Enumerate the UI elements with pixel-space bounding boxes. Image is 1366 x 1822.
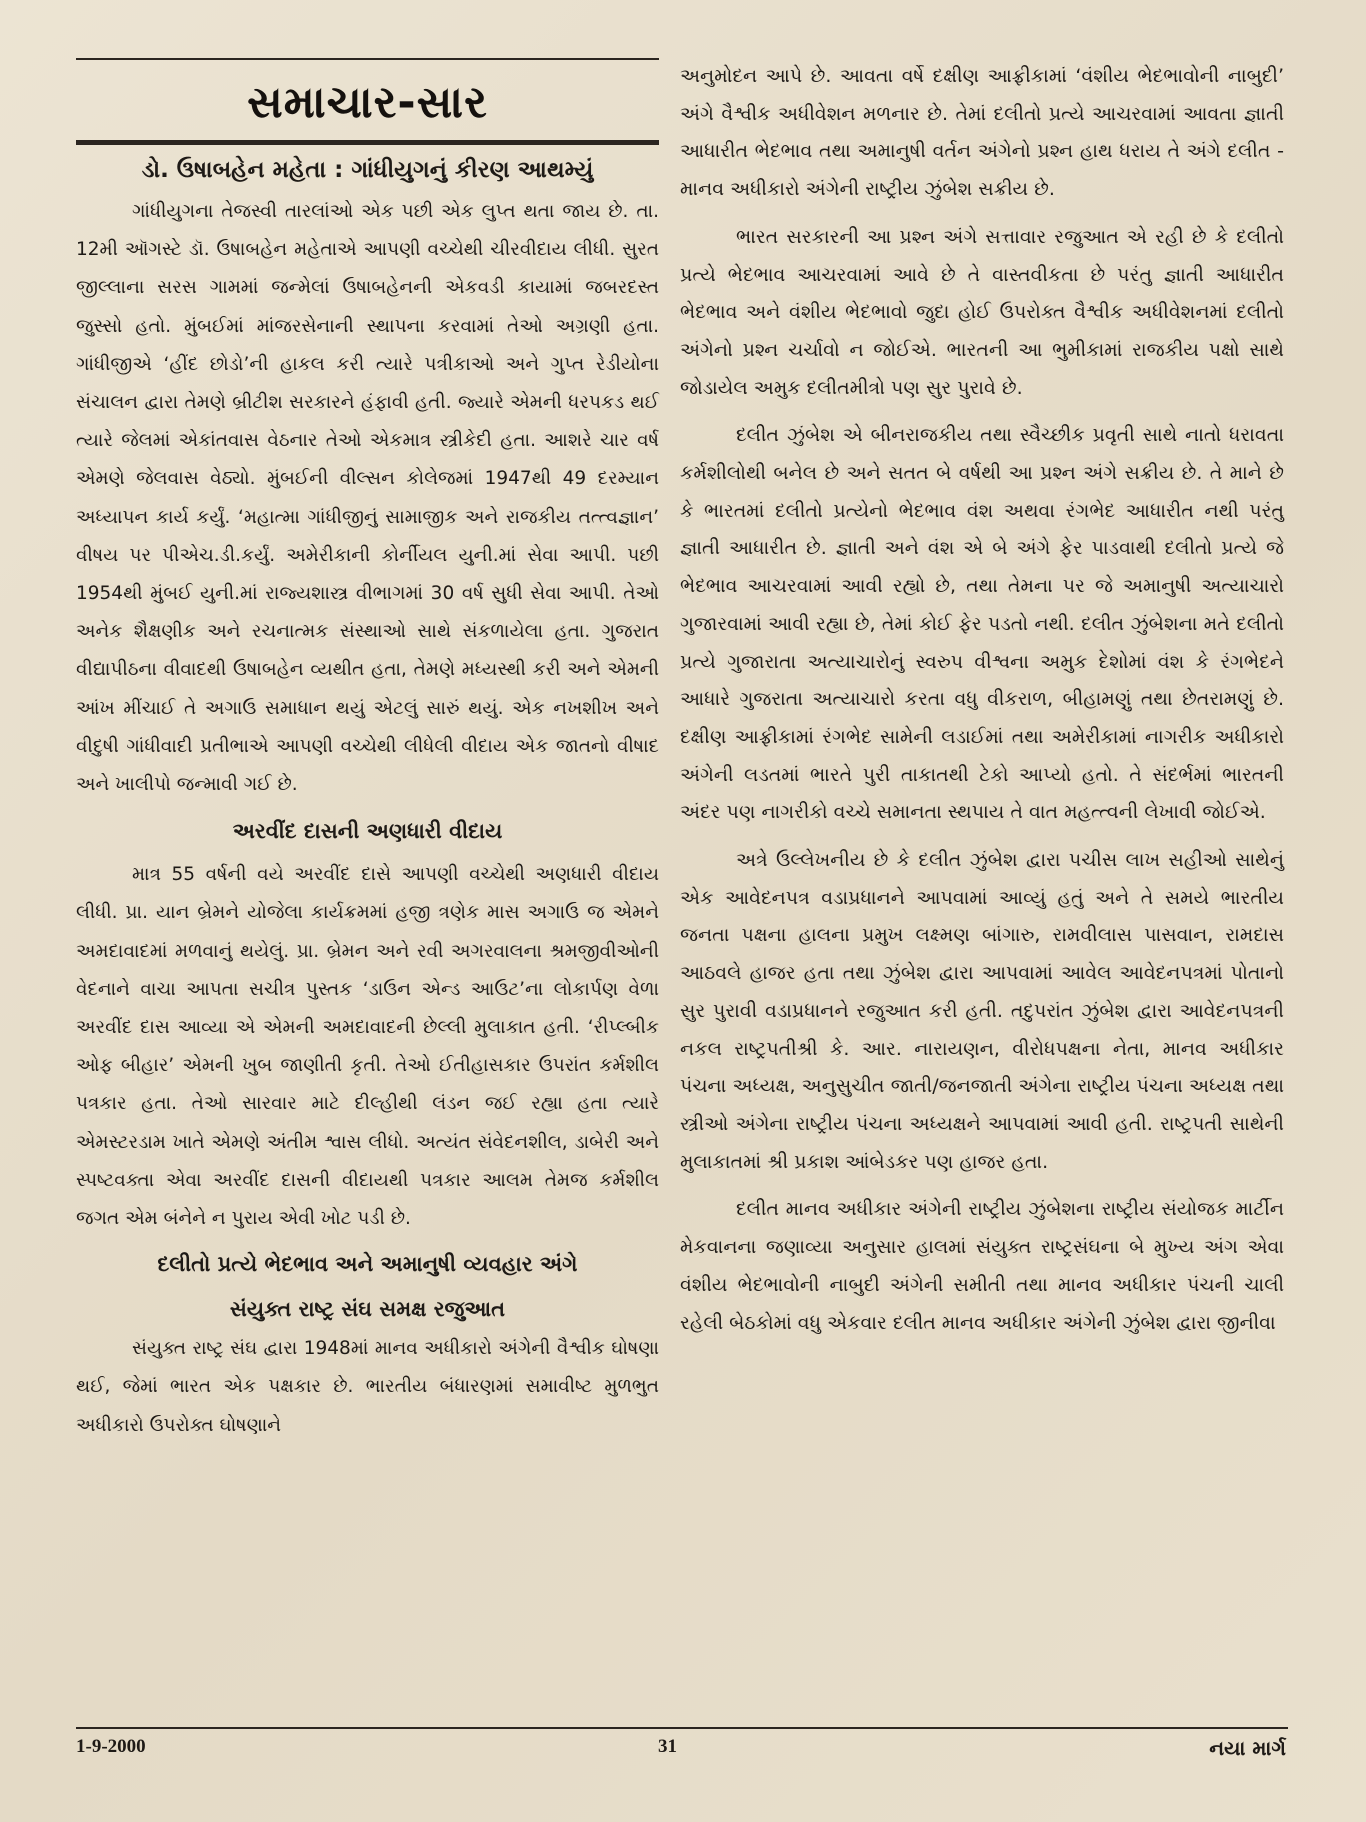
article-body-dalit-start: સંયુક્ત રાષ્ટ્ર સંઘ દ્વારા 1948માં માનવ અધીકારો અંગેની વૈશ્વીક ઘોષણા થઈ, જેમાં ભારત એક પક્ષકાર છે. ભારતીય બંધારણમાં સમાવીષ્ટ મુળભુત અધીકારો ઉપરોક્ત ઘોષણાને bbox=[76, 1338, 659, 1436]
issue-date: 1-9-2000 bbox=[76, 1736, 146, 1757]
article-body-dalit-continued: અનુમોદન આપે છે. આવતા વર્ષે દક્ષીણ આફ્રીકામાં ‘વંશીય ભેદભાવોની નાબુદી’ અંગે વૈશ્વીક અધીવેશન મળનાર છે. તેમાં દલીતો પ્રત્યે આચરવામાં આવતા જ્ઞાતી આધારીત ભેદભાવ તથા અમાનુષી વર્તન અંગેનો પ્રશ્ન હાથ ધરાય તે અંગે દલીત - માનવ અધીકારો અંગેની રાષ્ટ્રીય ઝુંબેશ સક્રીય છે. bbox=[680, 65, 1284, 201]
footer-rule bbox=[76, 1727, 1288, 1729]
article-body-arvind-das: માત્ર 55 વર્ષની વયે અરવીંદ દાસે આપણી વચ્ચેથી અણધારી વીદાય લીધી. પ્રા. યાન બ્રેમને યોજેલા કાર્યક્રમમાં હજી ત્રણેક માસ અગાઉ જ એમને અમદાવાદમાં મળવાનું થયેલું. પ્રા. બ્રેમન અને રવી અગરવાલના શ્રમજીવીઓની વેદનાને વાચા આપતા સચીત્ર પુસ્તક ‘ડાઉન એન્ડ આઉટ’ના લોકાર્પણ વેળા અરવીંદ દાસ આવ્યા એ એમની અમદાવાદની છેલ્લી મુલાકાત હતી. ‘રીપ્લ્બીક ઓફ બીહાર’ એમની ખુબ જાણીતી કૃતી. તેઓ ઈતીહાસકાર ઉપરાંત કર્મશીલ પત્રકાર હતા. તેઓ સારવાર માટે દીલ્હીથી લંડન જઈ રહ્યા હતા ત્યારે એમસ્ટરડામ ખાતે એમણે અંતીમ શ્વાસ લીધો. અત્યંત સંવેદનશીલ, ડાબેરી અને સ્પષ્ટવક્તા એવા અરવીંદ દાસની વીદાયથી પત્રકાર આલમ તેમજ કર્મશીલ જગત એમ બંનેને ન પુરાય એવી ખોટ પડી છે. bbox=[76, 864, 659, 1230]
masthead-rule bbox=[76, 140, 659, 145]
article-heading-usha-mehta: ડો. ઉષાબહેન મહેતા : ગાંધીયુગનું કીરણ આથમ્યું bbox=[141, 157, 594, 183]
top-rule bbox=[76, 58, 659, 60]
page-number: 31 bbox=[658, 1736, 677, 1757]
magazine-name: નયા માર્ગ bbox=[1209, 1736, 1286, 1760]
article-heading-dalit-line1: દલીતો પ્રત્યે ભેદભાવ અને અમાનુષી વ્યવહાર અંગે bbox=[157, 1252, 578, 1277]
page-footer bbox=[76, 1736, 1286, 1766]
article-paragraph-petition: અત્રે ઉલ્લેખનીય છે કે દલીત ઝુંબેશ દ્વારા પચીસ લાખ સહીઓ સાથેનું એક આવેદનપત્ર વડાપ્રધાનને આપવામાં આવ્યું હતું અને તે સમયે ભારતીય જનતા પક્ષના હાલના પ્રમુખ લક્ષ્મણ બાંગારુ, રામવીલાસ પાસવાન, રામદાસ આઠવલે હાજર હતા તથા ઝુંબેશ દ્વારા આપવામાં આવેલ આવેદનપત્રમાં પોતાનો સુર પુરાવી વડાપ્રધાનને રજુઆત કરી હતી. તદુપરાંત ઝુંબેશ દ્વારા આવેદનપત્રની નકલ રાષ્ટ્રપતીશ્રી કે. આર. નારાયણન, વીરોધપક્ષના નેતા, માનવ અધીકાર પંચના અધ્યક્ષ, અનુસુચીત જાતી/જનજાતી અંગેના રાષ્ટ્રીય પંચના અધ્યક્ષ તથા સ્ત્રીઓ અંગેના રાષ્ટ્રીય પંચના અધ્યક્ષને આપવામાં આવી હતી. રાષ્ટ્રપતી સાથેની મુલાકાતમાં શ્રી પ્રકાશ આંબેડકર પણ હાજર હતા. bbox=[680, 849, 1284, 1173]
article-heading-arvind-das: અરવીંદ દાસની અણધારી વીદાય bbox=[232, 819, 503, 844]
left-column bbox=[76, 58, 659, 1445]
right-column bbox=[680, 58, 1284, 1342]
article-paragraph-government-stance: ભારત સરકારની આ પ્રશ્ન અંગે સત્તાવાર રજુઆત એ રહી છે કે દલીતો પ્રત્યે ભેદભાવ આચરવામાં આવે છે તે વાસ્તવીકતા છે પરંતુ જ્ઞાતી આધારીત ભેદભાવ અને વંશીય ભેદભાવો જુદા હોઈ ઉપરોક્ત વૈશ્વીક અધીવેશનમાં દલીતો અંગેનો પ્રશ્ન ચર્ચાવો ન જોઈએ. ભારતની આ ભુમીકામાં રાજકીય પક્ષો સાથે જોડાયેલ અમુક દલીતમીત્રો પણ સુર પુરાવે છે. bbox=[680, 225, 1284, 399]
section-masthead: સમાચાર-સાર bbox=[247, 77, 488, 128]
article-paragraph-campaign: દલીત ઝુંબેશ એ બીનરાજકીય તથા સ્વૈચ્છીક પ્રવૃતી સાથે નાતો ધરાવતા કર્મશીલોથી બનેલ છે અને સતત બે વર્ષથી આ પ્રશ્ન અંગે સક્રીય છે. તે માને છે કે ભારતમાં દલીતો પ્રત્યેનો ભેદભાવ વંશ અથવા રંગભેદ આધારીત નથી પરંતુ જ્ઞાતી આધારીત છે. જ્ઞાતી અને વંશ એ બે અંગે ફેર પાડવાથી દલીતો પ્રત્યે જે ભેદભાવ આચરવામાં આવી રહ્યો છે, તથા તેમના પર જે અમાનુષી અત્યાચારો ગુજારવામાં આવી રહ્યા છે, તેમાં કોઈ ફેર પડતો નથી. દલીત ઝુંબેશના મતે દલીતો પ્રત્યે ગુજારાતા અત્યાચારોનું સ્વરુપ વીશ્વના અમુક દેશોમાં વંશ કે રંગભેદને આધારે ગુજરાતા અત્યાચારો કરતા વધુ વીકરાળ, બીહામણું તથા છેતરામણું છે. દક્ષીણ આફ્રીકામાં રંગભેદ સામેની લડાઈમાં તથા અમેરીકામાં નાગરીક અધીકારો અંગેની લડતમાં ભારતે પુરી તાકાતથી ટેકો આપ્યો હતો. તે સંદર્ભમાં ભારતની અંદર પણ નાગરીકો વચ્ચે સમાનતા સ્થપાય તે વાત મહત્ત્વની લેખાવી જોઈએ. bbox=[680, 424, 1284, 824]
article-heading-dalit-line2: સંયુક્ત રાષ્ટ્ર સંઘ સમક્ષ રજુઆત bbox=[229, 1297, 506, 1322]
article-body-usha-mehta: ગાંધીયુગના તેજસ્વી તારલાંઓ એક પછી એક લુપ્ત થતા જાય છે. તા. 12મી ઑગસ્ટે ડૉ. ઉષાબહેન મહેતાએ આપણી વચ્ચેથી ચીરવીદાય લીધી. સુરત જીલ્લાના સરસ ગામમાં જન્મેલાં ઉષાબહેનની એકવડી કાયામાં જબરદસ્ત જુસ્સો હતો. મુંબઈમાં માંજરસેનાની સ્થાપના કરવામાં તેઓ અગ્રણી હતા. ગાંધીજીએ ‘હીંદ છોડો’ની હાકલ કરી ત્યારે પત્રીકાઓ અને ગુપ્ત રેડીયોના સંચાલન દ્વારા તેમણે બ્રીટીશ સરકારને હંફાવી હતી. જ્યારે એમની ધરપકડ થઈ ત્યારે જેલમાં એકાંતવાસ વેઠનાર તેઓ એકમાત્ર સ્ત્રીકેદી હતા. આશરે ચાર વર્ષ એમણે જેલવાસ વેઠ્યો. મુંબઈની વીલ્સન કોલેજમાં 1947થી 49 દરમ્યાન અધ્યાપન કાર્ય કર્યું. ‘મહાત્મા ગાંધીજીનું સામાજીક અને રાજકીય તત્ત્વજ્ઞાન’ વીષય પર પીએચ.ડી.કર્યું. અમેરીકાની કોર્નીયલ યુની.માં સેવા આપી. પછી 1954થી મુંબઈ યુની.માં રાજ્યશાસ્ત્ર વીભાગમાં 30 વર્ષ સુધી સેવા આપી. તેઓ અનેક શૈક્ષણીક અને રચનાત્મક સંસ્થાઓ સાથે સંકળાયેલા હતા. ગુજરાત વીદ્યાપીઠના વીવાદથી ઉષાબહેન વ્યથીત હતા, તેમણે મધ્યસ્થી કરી અને એમની આંખ મીંચાઈ તે અગાઉ સમાધાન થયું એટલું સારું થયું. એક નખશીખ અને વીદુષી ગાંધીવાદી પ્રતીભાએ આપણી વચ્ચેથી લીધેલી વીદાય એક જાતનો વીષાદ અને ખાલીપો જન્માવી ગઈ છે. bbox=[76, 201, 659, 796]
article-paragraph-convener: દલીત માનવ અધીકાર અંગેની રાષ્ટ્રીય ઝુંબેશના રાષ્ટ્રીય સંયોજક માર્ટીન મેકવાનના જણાવ્યા અનુસાર હાલમાં સંયુક્ત રાષ્ટ્રસંઘના બે મુખ્ય અંગ એવા વંશીય ભેદભાવોની નાબુદી અંગેની સમીતી તથા માનવ અધીકાર પંચની ચાલી રહેલી બેઠકોમાં વધુ એકવાર દલીત માનવ અધીકાર અંગેની ઝુંબેશ દ્વારા જીનીવા bbox=[680, 1198, 1284, 1334]
